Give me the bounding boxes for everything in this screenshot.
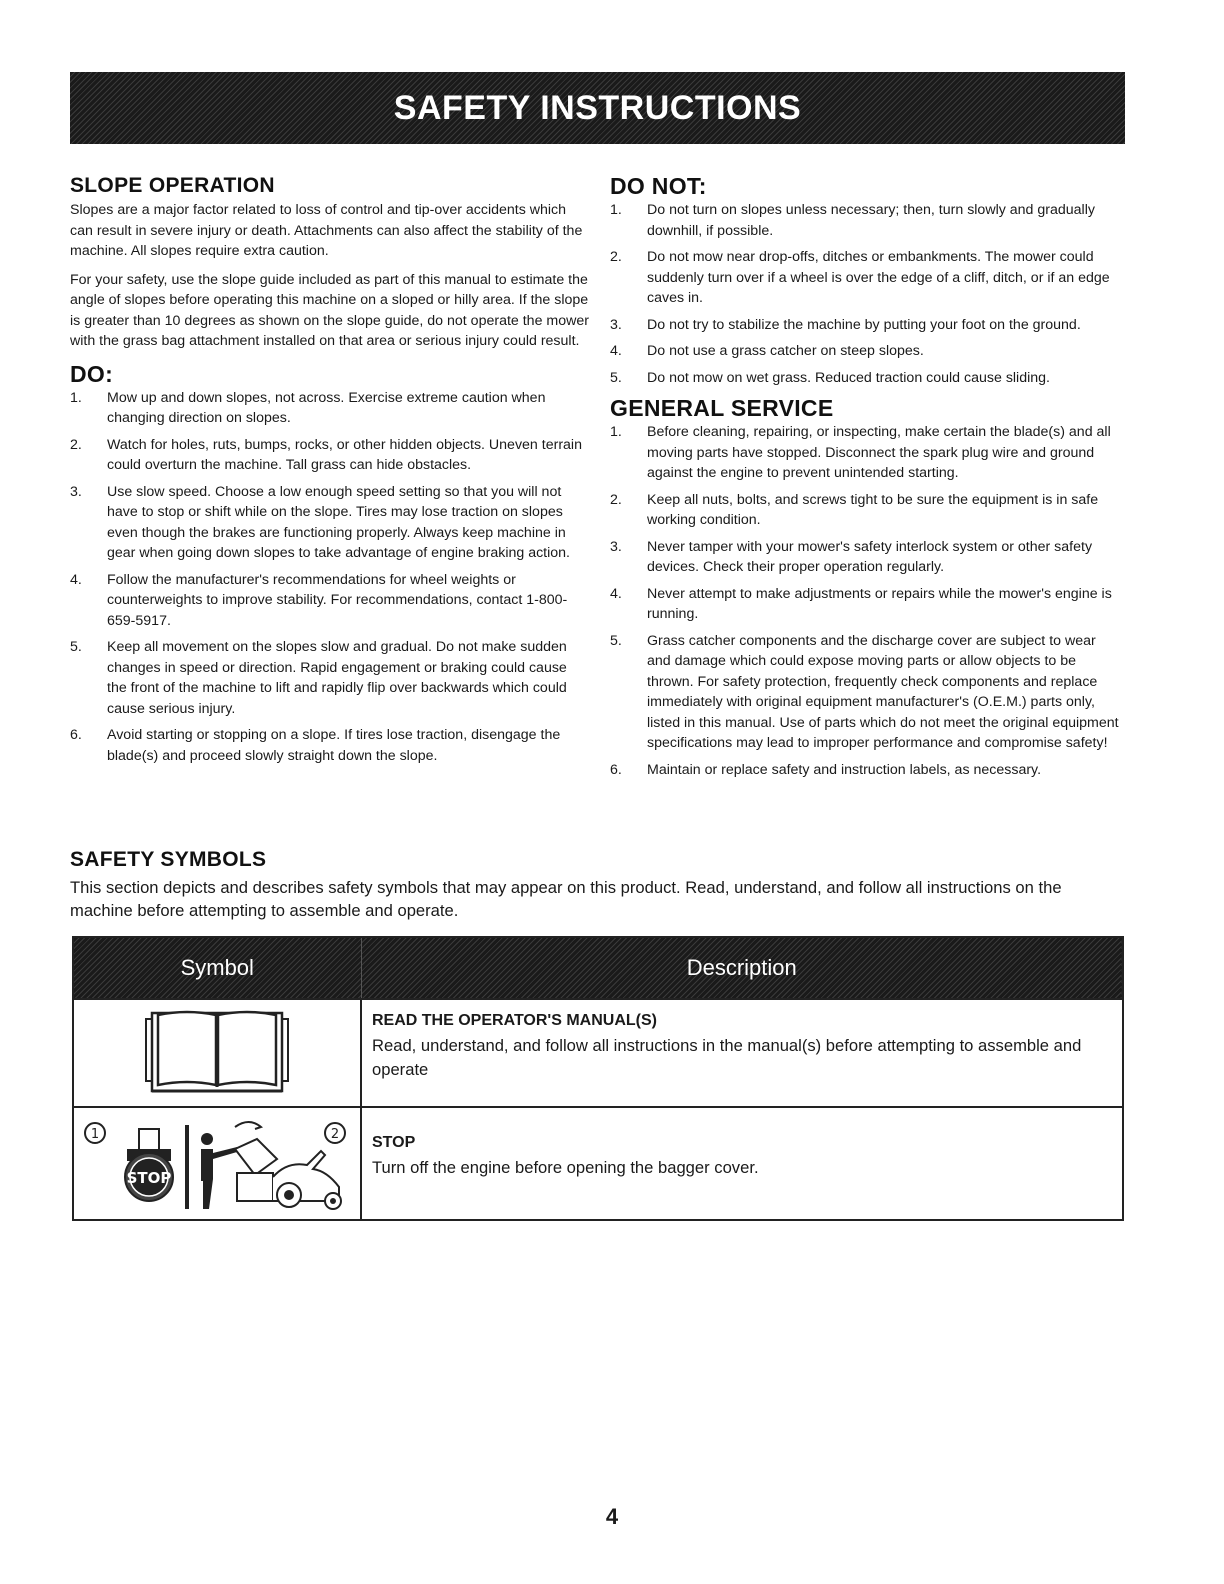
list-number: 5. bbox=[610, 369, 622, 386]
list-number: 6. bbox=[610, 761, 622, 778]
step-2-badge: 2 bbox=[330, 1127, 340, 1142]
list-number: 1. bbox=[610, 424, 622, 440]
list-text: Avoid starting or stopping on a slope. If tires lose traction, disengage the blade(s) and proceed slowly straight down the slope. bbox=[107, 727, 561, 764]
symbol-description: Turn off the engine before opening the bagger cover. bbox=[372, 1158, 759, 1177]
do-not-heading: DO NOT: bbox=[610, 173, 707, 199]
list-item bbox=[610, 315, 1122, 336]
list-number: 2. bbox=[70, 436, 82, 453]
list-item bbox=[610, 537, 1122, 578]
list-text: Maintain or replace safety and instruction labels, as necessary. bbox=[647, 761, 1042, 778]
general-service-list bbox=[610, 422, 1122, 780]
safety-symbols-table bbox=[72, 936, 1124, 1221]
list-text: Never tamper with your mower's safety interlock system or other safety devices. Check their proper operation regularly. bbox=[647, 538, 1093, 575]
left-column bbox=[70, 172, 590, 772]
list-item bbox=[70, 725, 590, 766]
list-text: Follow the manufacturer's recommendations for wheel weights or counterweights to improve stability. For recommendations, contact 1-800-659-5917. bbox=[107, 571, 568, 629]
list-item bbox=[610, 422, 1122, 484]
list-number: 1. bbox=[610, 202, 622, 218]
do-heading: DO: bbox=[70, 360, 114, 387]
slope-paragraph: For your safety, use the slope guide included as part of this manual to estimate the angle of slopes before operating this machine on a sloped or hilly area. If the slope is greater than 10 degrees as shown on the slope guide, do not operate the mower with the grass bag attachment installed on that area or serious injury could result. bbox=[70, 271, 589, 349]
list-number: 5. bbox=[70, 639, 82, 655]
list-item bbox=[70, 570, 590, 632]
symbol-cell bbox=[73, 999, 361, 1107]
table-row bbox=[73, 1107, 1123, 1220]
list-number: 3. bbox=[70, 483, 82, 500]
list-text: Do not mow on wet grass. Reduced traction could cause sliding. bbox=[647, 369, 1050, 386]
header-banner bbox=[70, 72, 1125, 144]
list-item bbox=[610, 631, 1122, 754]
list-text: Keep all movement on the slopes slow and gradual. Do not make sudden changes in speed or direction. Rapid engagement or braking could cause the front of the machine to lift and rapidly flip over backwards which could cause serious injury. bbox=[107, 639, 567, 717]
list-text: Do not try to stabilize the machine by putting your foot on the ground. bbox=[647, 316, 1081, 333]
list-number: 2. bbox=[610, 249, 622, 265]
list-item bbox=[610, 490, 1122, 531]
general-service-heading: GENERAL SERVICE bbox=[610, 395, 834, 421]
symbol-column-header: Symbol bbox=[73, 937, 361, 999]
table-row bbox=[73, 999, 1123, 1107]
list-text: Before cleaning, repairing, or inspecting, make certain the blade(s) and all moving parts have stopped. Disconnect the spark plug wire and ground against the engine to prevent unintended starting. bbox=[647, 424, 1111, 481]
description-column-header: Description bbox=[361, 937, 1123, 999]
list-number: 4. bbox=[70, 571, 82, 588]
description-cell bbox=[361, 999, 1123, 1107]
slope-operation-heading: SLOPE OPERATION bbox=[70, 174, 275, 197]
list-text: Do not mow near drop-offs, ditches or embankments. The mower could suddenly turn over if a wheel is over the edge of a cliff, ditch, or if an edge caves in. bbox=[647, 249, 1110, 306]
do-not-list bbox=[610, 200, 1122, 388]
list-item bbox=[70, 482, 590, 564]
table-header-row bbox=[73, 937, 1123, 999]
list-item bbox=[70, 435, 590, 476]
description-cell bbox=[361, 1107, 1123, 1220]
symbol-title: READ THE OPERATOR'S MANUAL(S) bbox=[372, 1012, 657, 1029]
slope-paragraph: Slopes are a major factor related to loss of control and tip-over accidents which can result in severe injury or death. Attachments can also affect the stability of the machine. All slopes require extra caution. bbox=[70, 202, 583, 259]
list-number: 3. bbox=[610, 538, 622, 555]
page-title: SAFETY INSTRUCTIONS bbox=[393, 88, 802, 127]
list-number: 1. bbox=[70, 389, 82, 406]
list-item bbox=[610, 368, 1122, 389]
do-list bbox=[70, 388, 590, 767]
list-number: 4. bbox=[610, 585, 622, 602]
symbol-title: STOP bbox=[372, 1134, 416, 1151]
list-item bbox=[70, 388, 590, 429]
list-text: Do not turn on slopes unless necessary; then, turn slowly and gradually downhill, if possible. bbox=[647, 202, 1095, 239]
list-text: Never attempt to make adjustments or repairs while the mower's engine is running. bbox=[647, 585, 1112, 622]
list-item bbox=[610, 584, 1122, 625]
symbol-cell bbox=[73, 1107, 361, 1220]
list-text: Mow up and down slopes, not across. Exercise extreme caution when changing direction on slopes. bbox=[107, 389, 546, 426]
list-item bbox=[610, 760, 1122, 781]
step-1-badge: 1 bbox=[90, 1127, 100, 1142]
symbol-description: Read, understand, and follow all instructions in the manual(s) before attempting to assemble and operate bbox=[372, 1036, 1082, 1079]
list-number: 2. bbox=[610, 491, 622, 508]
list-text: Grass catcher components and the discharge cover are subject to wear and damage which could expose moving parts or allow objects to be thrown. For safety protection, frequently check components and replace immediately with original equipment manufacturer's (O.E.M.) parts only, listed in this manual. Use of parts which do not meet the original equipment specifications may lead to improper performance and compromise safety! bbox=[647, 632, 1119, 751]
list-item bbox=[610, 341, 1122, 362]
list-number: 3. bbox=[610, 316, 622, 333]
safety-symbols-section bbox=[70, 846, 1125, 922]
stop-label: STOP bbox=[126, 1169, 172, 1187]
safety-symbols-heading: SAFETY SYMBOLS bbox=[70, 848, 267, 871]
safety-symbols-intro: This section depicts and describes safety symbols that may appear on this product. Read, understand, and follow all instructions on the machine before attempting to assemble and operate. bbox=[70, 878, 1062, 920]
list-text: Watch for holes, ruts, bumps, rocks, or other hidden objects. Uneven terrain could overturn the machine. Tall grass can hide obstacles. bbox=[107, 436, 582, 473]
list-number: 4. bbox=[610, 343, 622, 359]
list-item bbox=[70, 637, 590, 719]
list-number: 5. bbox=[610, 632, 622, 649]
list-item bbox=[610, 200, 1122, 241]
manual-book-icon bbox=[142, 1005, 292, 1097]
list-text: Use slow speed. Choose a low enough speed setting so that you will not have to stop or shift while on the slope. Tires may lose traction on slopes even though the brakes are functioning properly. Always keep machine in gear when going down slopes to take advantage of engine braking action. bbox=[107, 483, 570, 561]
stop-bagger-icon bbox=[77, 1109, 357, 1213]
list-text: Do not use a grass catcher on steep slopes. bbox=[647, 343, 924, 359]
list-text: Keep all nuts, bolts, and screws tight to be sure the equipment is in safe working condition. bbox=[647, 491, 1099, 528]
list-number: 6. bbox=[70, 727, 82, 743]
page-number: 4 bbox=[605, 1504, 619, 1529]
list-item bbox=[610, 247, 1122, 309]
right-column bbox=[610, 172, 1122, 786]
